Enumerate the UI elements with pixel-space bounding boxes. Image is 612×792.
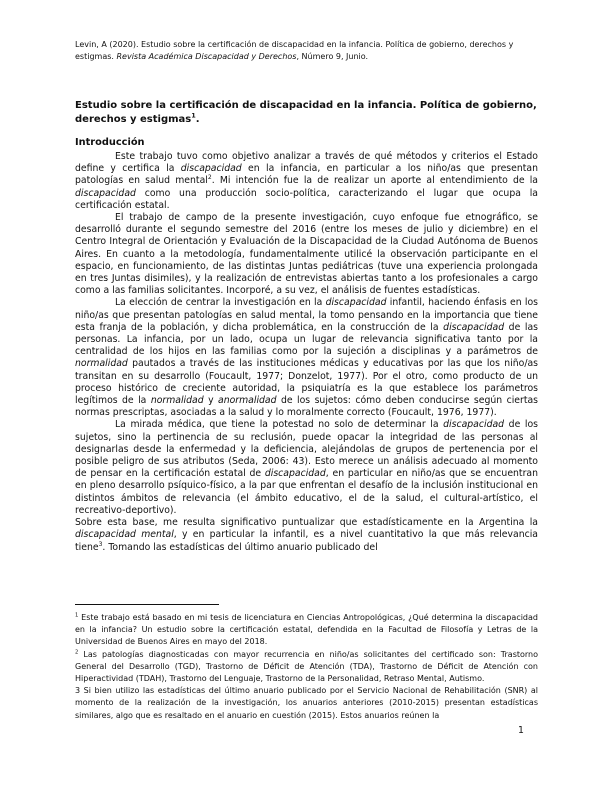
footnotes-section — [75, 604, 538, 734]
paragraph: La elección de centrar la investigación en la discapacidad infantil, haciendo énfasis en los niño/as que presentan patologías en salud mental, la tomo pensando en la importancia que tiene esta franja de la población, y dicha problemática, en la construcción de la discapacidad de las personas. La infancia, por un lado, ocupa un lugar de relevancia significativa tanto por la centralidad de los hijos en las familias como por la sujeción a disciplinas y a parámetros de normalidad pautados a través de las instituciones médicas y educativas por las que los niño/as transitan en su desarrollo (Foucault, 1977; Donzelot, 1977). Por el otro, como producto de un proceso histórico de creciente autoridad, la psiquiatría es la que establece los parámetros legítimos de la normalidad y anormalidad de los sujetos: cómo deben conducirse según ciertas normas prescriptas, asociadas a la salud y lo moralmente correcto (Foucault, 1976, 1977). — [75, 297, 538, 419]
article-body — [75, 151, 538, 604]
section-heading-introduccion: Introducción — [75, 137, 145, 148]
page-number: 1 — [518, 725, 524, 736]
article-title: Estudio sobre la certificación de discapacidad en la infancia. Política de gobierno, derechos y estigmas$^1$. — [75, 100, 537, 125]
citation-header: Levin, A (2020). Estudio sobre la certificación de discapacidad en la infancia. Política de gobierno, derechos y estigmas. Revista Académica Discapacidad y Derechos, Número 9, Junio. — [75, 40, 514, 61]
paragraph: Este trabajo tuvo como objetivo analizar a través de qué métodos y criterios el Estado define y certifica la discapacidad en la infancia, en particular a los niño/as que presentan patologías en salud mental$^2$. Mi intención fue la de realizar un aporte al entendimiento de la discapacidad como una producción socio-política, caracterizando el lugar que ocupa la certificación estatal. — [75, 151, 538, 211]
paragraph: El trabajo de campo de la presente investigación, cuyo enfoque fue etnográfico, se desarrolló durante el segundo semestre del 2016 (entre los meses de julio y diciembre) en el Centro Integral de Orientación y Evaluación de la Discapacidad de la Ciudad Autónoma de Buenos Aires. En cuanto a la metodología, fundamentalmente utilicé la observación participante en el espacio, en funcionamiento, de las distintas Juntas pediátricas (tuve una experiencia prolongada en tres Juntas disimiles), y la realización de entrevistas abiertas tanto a los profesionales a cargo como a las familias solicitantes. Incorporé, a su vez, el análisis de fuentes estadísticas. — [75, 212, 538, 297]
footnote: $^1$ Este trabajo está basado en mi tesis de licenciatura en Ciencias Antropológicas, ¿Qué determina la discapacidad en la infancia? Un estudio sobre la certificación estatal, defendida en la Facultad de Filosofía y Letras de la Universidad de Buenos Aires en mayo del 2018. — [75, 612, 538, 647]
footnote-divider — [75, 604, 219, 605]
paragraph: Sobre esta base, me resulta significativo puntualizar que estadísticamente en la Argentina la discapacidad mental, y en particular la infantil, es a nivel cuantitativo la que más relevancia tiene$^3$. Tomando las estadísticas del último anuario publicado del — [75, 517, 538, 553]
footnote: 3 Si bien utilizo las estadísticas del último anuario publicado por el Servicio Nacional de Rehabilitación (SNR) al momento de la realización de la investigación, los anuarios anteriores (2010-2015) presentan estadísticas similares, algo que es resaltado en el anuario en cuestión (2015). Estos anuarios reúnen la — [75, 686, 538, 720]
footnote: $^2$ Las patologías diagnosticadas con mayor recurrencia en niño/as solicitantes del certificado son: Trastorno General del Desarrollo (TGD), Trastorno de Déficit de Atención (TDA), Trastorno de Déficit de Atención con Hiperactividad (TDAH), Trastorno del Lenguaje, Trastorno de la Personalidad, Retraso Mental, Autismo. — [75, 648, 538, 684]
paragraph: La mirada médica, que tiene la potestad no solo de determinar la discapacidad de los sujetos, sino la pertinencia de su reclusión, puede opacar la integridad de las personas al designarlas desde la enfermedad y la deficiencia, alejándolas de grupos de pertenencia por el posible peligro de sus atributos (Seda, 2006: 43). Esto merece un análisis adecuado al momento de pensar en la certificación estatal de discapacidad, en particular en niño/as que se encuentran en pleno desarrollo psíquico-físico, a la par que enfrentan el desafío de la inclusión institucional en distintos ámbitos de relevancia (el ámbito educativo, el de la salud, el cultural-artístico, el recreativo-deportivo). — [75, 419, 538, 516]
